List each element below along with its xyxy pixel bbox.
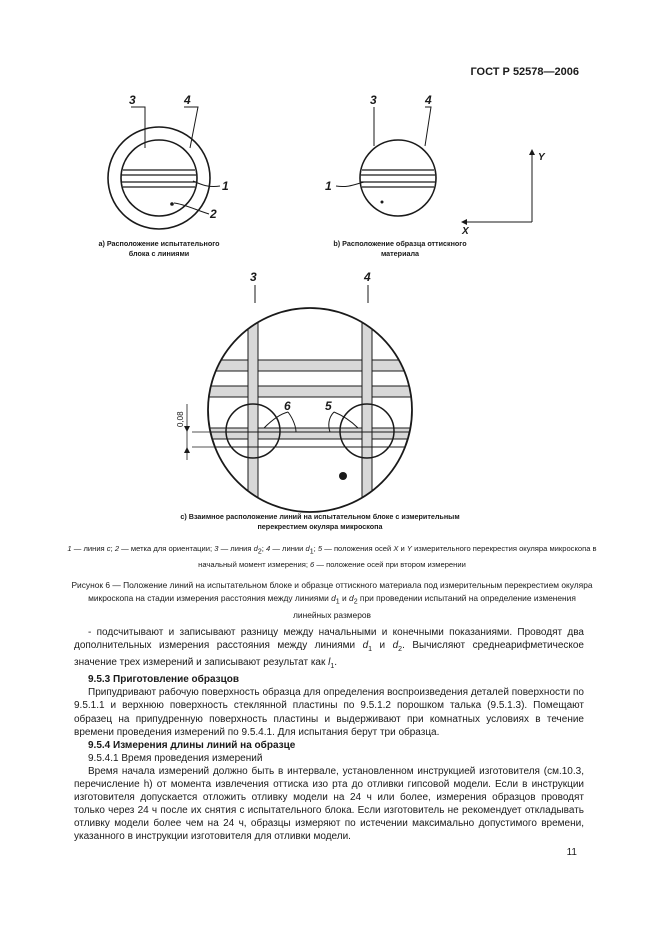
label-c-6: 6 [284, 399, 291, 413]
paragraph-sample-preparation: Припудривают рабочую поверхность образца для определения воспроизведения деталей поверхности по 9.5.1.1 и верхнюю поверхность стеклянной пластины по 9.5.1.2 порошком талька (9.5.1.3). Помещают образец на припудренную поверхность пластины и выдерживают при комнатных условиях в течение времени проведения измерений по 9.5.4.1. Для испытания берут три образца. [74, 687, 584, 738]
label-a-3: 3 [129, 93, 136, 107]
label-c-3: 3 [250, 270, 257, 284]
label-c-5: 5 [325, 399, 332, 413]
subfigure-c [176, 270, 420, 520]
figure-title: Рисунок 6 — Положение линий на испытательном блоке и образце оттискного материала под измерительным перекрестием окуляра микроскопа на стадии измерения расстояния между линиями $d_1$ и $d_2$ при проведении испытаний на определение изменения линейных размеров [71, 580, 593, 620]
label-a-2: 2 [210, 207, 217, 221]
test-block-outer-circle [108, 127, 210, 229]
subfigure-a [108, 93, 229, 229]
document-code: ГОСТ Р 52578—2006 [470, 66, 579, 78]
impression-sample-circle [360, 140, 436, 216]
heading-9-5-4-1: 9.5.4.1 Время проведения измерений [88, 752, 263, 764]
orientation-mark [170, 202, 174, 206]
subfigure-b [325, 93, 436, 216]
caption-c: c) Взаимное расположение линий на испытательном блоке с измерительным перекрестием окуляра микроскопа [180, 512, 460, 531]
orientation-mark-c [339, 472, 347, 480]
label-b-1: 1 [325, 179, 332, 193]
paragraph-measurement-time: Время начала измерений должно быть в интервале, установленном инструкцией изготовителя (см.10.3, перечисление h) от момента извлечения оттиска изо рта до отливки гипсовой модели. Если в инструкции изготовителя допускается отложить отливку модели на 24 ч или более, измерения образцов проводят только через 24 ч после их снятия с испытательного блока. Если изготовитель не рекомендует откладывать отливку модели более чем на 24 ч, образцы измеряют по истечении максимально допустимого времени, указанного в инструкции изготовителя для отливки модели. [74, 765, 584, 843]
dimension-label: 0,08 [176, 411, 185, 427]
paragraph-measurements: - подсчитывают и записывают разницу между начальными и конечными показаниями. Проводят два дополнительных измерения расстояния между линиями $d_1$ и $d_2$. Вычисляют среднеарифметическое значение трех измерений и записывают результат как $l_1$. [74, 627, 584, 671]
figure-legend: 1 — линия c; 2 — метка для ориентации; 3 — линия $d_2$; 4 — линии $d_1$; 5 — положения осей X и Y измерительного перекрестия окуляра микроскопа в начальный момент измерения; 6 — положение осей при втором измерении [67, 544, 597, 569]
label-a-1: 1 [222, 179, 229, 193]
page-number: 11 [566, 847, 577, 858]
crosshair-field-circle [208, 308, 412, 512]
test-block-inner-circle [121, 140, 197, 216]
axis-x-label: X [462, 226, 469, 237]
label-b-4: 4 [425, 93, 432, 107]
body-text [74, 626, 584, 844]
label-b-3: 3 [370, 93, 377, 107]
heading-9-5-3: 9.5.3 Приготовление образцов [88, 674, 240, 686]
axes-indicator [461, 150, 546, 237]
caption-a: a) Расположение испытательного блока с линиями [98, 239, 220, 258]
label-a-4: 4 [184, 93, 191, 107]
label-c-4: 4 [364, 270, 371, 284]
heading-9-5-4: 9.5.4 Измерения длины линий на образце [88, 739, 296, 751]
caption-b: b) Расположение образца оттискного материала [333, 239, 467, 258]
axis-y-label: Y [538, 152, 545, 163]
